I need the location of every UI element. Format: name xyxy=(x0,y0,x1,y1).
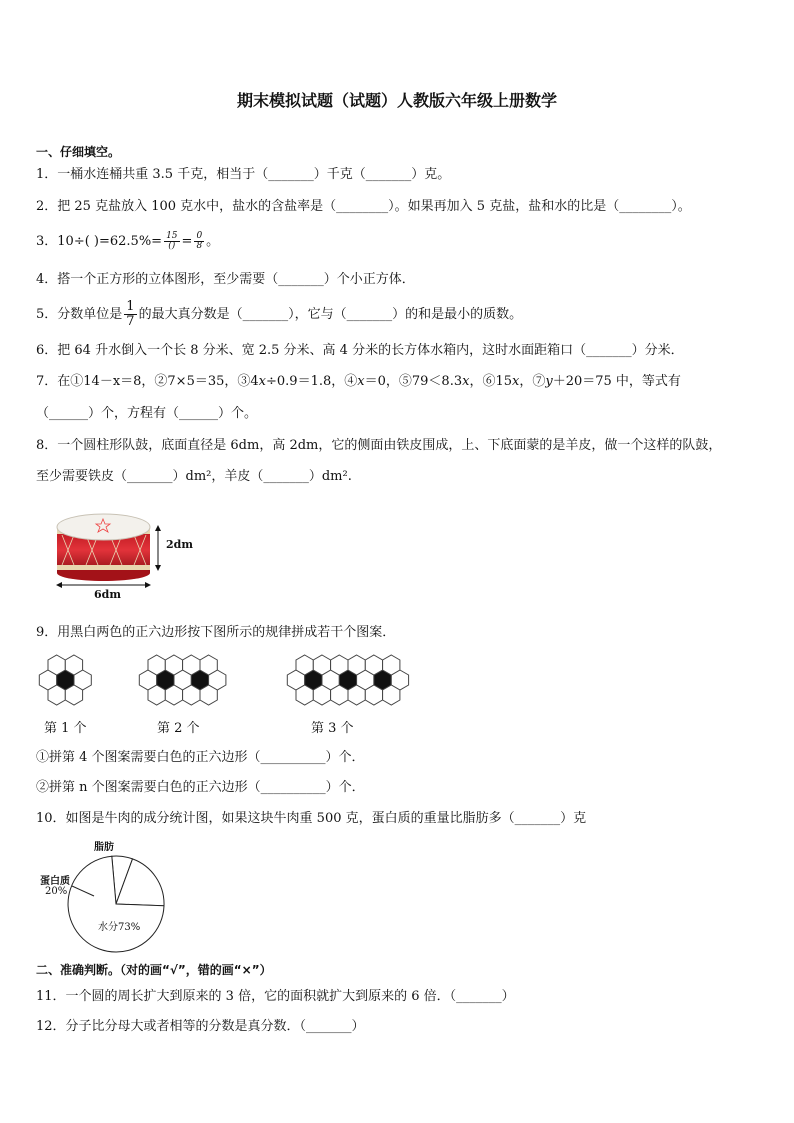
question-9: 9．用黑白两色的正六边形按下图所示的规律拼成若干个图案． xyxy=(36,625,396,640)
hexagon-pattern2-top-2 xyxy=(183,655,200,675)
width-arrow-right-icon xyxy=(145,582,151,588)
width-arrow-left-icon xyxy=(56,582,62,588)
hexagon-pattern1-bottom-0 xyxy=(48,685,65,705)
drum-head xyxy=(57,514,150,540)
hexagon-patterns xyxy=(36,652,416,710)
pie-label-fat: 脂肪 xyxy=(94,842,114,853)
hexagon-pattern2-bottom-1 xyxy=(165,685,182,705)
hexagon-pattern3-bottom-5 xyxy=(383,685,400,705)
question-8-line-1: 8．一个圆柱形队鼓，底面直径是 6dm，高 2dm，它的侧面由铁皮围成，上、下底面蒙的是羊皮，做一个这样的队鼓， xyxy=(36,438,722,453)
pie-label-protein-percent: 20% xyxy=(45,886,68,897)
pie-label-protein: 蛋白质 xyxy=(40,876,70,887)
hexagon-pattern1-top-0 xyxy=(48,655,65,675)
q3-fraction-2: $\frac{0}{8}$ xyxy=(196,231,203,251)
hexagon-pattern3-top-4 xyxy=(365,655,382,675)
hexagon-pattern2-top-0 xyxy=(148,655,165,675)
question-9-part-2: ②拼第 n 个图案需要白色的正六边形（__________）个． xyxy=(36,780,365,795)
question-4: 4．搭一个正方形的立体图形，至少需要（_______）个小正方体． xyxy=(36,272,415,287)
q5-fraction: $\frac{1}{7}$ xyxy=(126,299,135,329)
question-3: 3．10÷( )=62.5%= $\frac{15}{()}$ = $\frac{0}{8}$ 。 xyxy=(36,231,220,251)
hexagon-pattern2-top-3 xyxy=(200,655,217,675)
section-heading-fill-in: 一、仔细填空。 xyxy=(36,145,121,159)
hexagon-pattern3-top-3 xyxy=(348,655,365,675)
hexagon-pattern-group xyxy=(39,655,408,705)
pie-slices xyxy=(68,856,164,952)
question-11: 11．一个圆的周长扩大到原来的 3 倍，它的面积就扩大到原来的 6 倍．（_______） xyxy=(36,989,515,1004)
page-title: 期末模拟试题（试题）人教版六年级上册数学 xyxy=(236,91,557,110)
question-9-part-1: ①拼第 4 个图案需要白色的正六边形（__________）个． xyxy=(36,750,365,765)
hexagon-pattern3-bottom-1 xyxy=(313,685,330,705)
hexagon-pattern3-bottom-0 xyxy=(296,685,313,705)
q3-fraction-1: $\frac{15}{()}$ xyxy=(166,231,178,251)
question-6: 6．把 64 升水倒入一个长 8 分米、宽 2.5 分米、高 4 分米的长方体水箱内，这时水面距箱口（_______）分米． xyxy=(36,343,684,358)
height-arrow-down-icon xyxy=(155,565,161,571)
hexagon-pattern3-top-2 xyxy=(331,655,348,675)
hexagon-pattern3-bottom-3 xyxy=(348,685,365,705)
hexagon-pattern1-top-1 xyxy=(65,655,82,675)
drum-width-label: 6dm xyxy=(94,588,121,601)
hexagon-pattern3-top-0 xyxy=(296,655,313,675)
drum-bottom-rim xyxy=(57,565,150,570)
height-arrow-up-icon xyxy=(155,525,161,531)
pie-label-water: 水分73% xyxy=(98,922,141,933)
question-12: 12．分子比分母大或者相等的分数是真分数．（_______） xyxy=(36,1019,365,1034)
hexagon-pattern2-bottom-0 xyxy=(148,685,165,705)
hexagon-pattern2-bottom-2 xyxy=(183,685,200,705)
drum-height-label: 2dm xyxy=(166,538,193,551)
pattern-caption-3: 第 3 个 xyxy=(311,721,354,736)
q3-text: 3．10÷( )=62.5%= xyxy=(36,234,163,249)
question-2: 2．把 25 克盐放入 100 克水中，盐水的含盐率是（________）。如果再加入 5 克盐，盐和水的比是（________）。 xyxy=(36,199,691,214)
hexagon-pattern2-top-1 xyxy=(165,655,182,675)
question-1: 1．一桶水连桶共重 3.5 千克，相当于（_______）千克（_______）克。 xyxy=(36,167,451,182)
pattern-caption-2: 第 2 个 xyxy=(157,721,200,736)
hexagon-pattern3-bottom-4 xyxy=(365,685,382,705)
section-heading-judgement: 二、准确判断。（对的画“√”，错的画“×”） xyxy=(36,963,272,977)
hexagon-pattern1-bottom-1 xyxy=(65,685,82,705)
hexagon-pattern3-top-1 xyxy=(313,655,330,675)
question-10: 10．如图是牛肉的成分统计图，如果这块牛肉重 500 克，蛋白质的重量比脂肪多（_______）克 xyxy=(36,811,587,826)
question-8-line-2: 至少需要铁皮（_______）dm²，羊皮（_______）dm². xyxy=(36,469,352,484)
question-7-line-2: （______）个，方程有（______）个。 xyxy=(36,406,258,421)
pattern-caption-1: 第 1 个 xyxy=(44,721,87,736)
hexagon-pattern3-top-5 xyxy=(383,655,400,675)
hexagon-pattern2-bottom-3 xyxy=(200,685,217,705)
question-5: 5．分数单位是 $\frac{1}{7}$ 的最大真分数是（_______），它与（_______）的和是最小的质数。 xyxy=(36,299,523,329)
hexagon-pattern3-bottom-2 xyxy=(331,685,348,705)
question-7-line-1: 7．在①14－x＝8，②7×5＝35，③4x÷0.9＝1.8，④x＝0，⑤79＜8.3x，⑥15x，⑦y＋20＝75 中，等式有 xyxy=(36,374,681,389)
